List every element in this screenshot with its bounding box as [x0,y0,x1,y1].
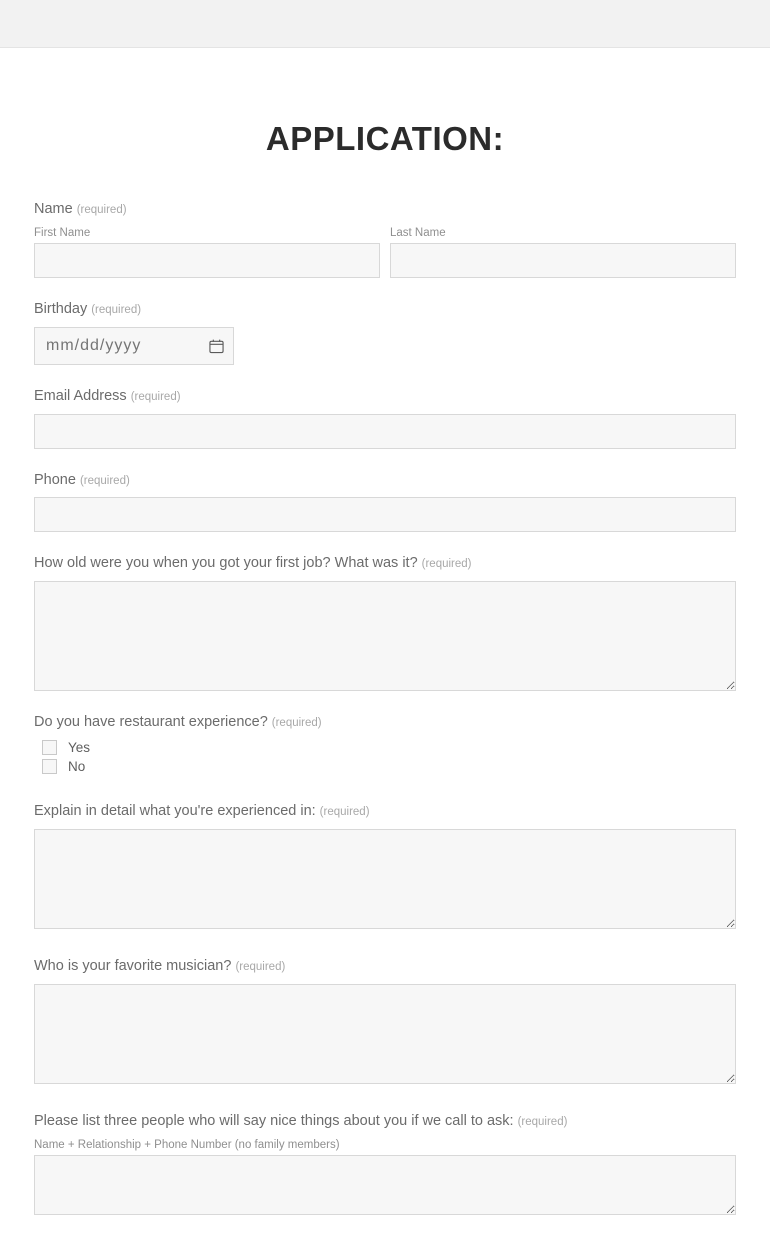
application-form [0,120,770,1215]
field-references [34,1112,736,1215]
last-name-input[interactable] [390,243,736,278]
checkbox-no-icon[interactable] [42,759,57,774]
field-favorite-musician-label [34,957,736,976]
field-references-label [34,1112,736,1131]
field-birthday-label-text: Birthday [34,300,88,317]
field-experience-detail-label [34,802,736,821]
birthday-input-wrap [34,327,234,365]
field-email-label-text: Email Address [34,387,127,404]
field-name-required: (required) [76,204,127,216]
field-phone [34,471,736,533]
browser-top-bar [0,0,770,48]
first-name-input[interactable] [34,243,380,278]
birthday-input[interactable] [34,327,234,365]
email-input[interactable] [34,414,736,449]
field-first-job-required: (required) [421,558,472,571]
experience-detail-textarea[interactable] [34,829,736,929]
field-experience-detail-required: (required) [319,806,370,819]
checkbox-yes-icon[interactable] [42,740,57,755]
checkbox-yes-label: Yes [68,740,91,756]
checkbox-option-no[interactable] [42,759,736,774]
field-experience-detail [34,802,736,929]
field-email [34,387,736,449]
field-name [34,200,736,278]
field-name-label [34,200,736,219]
checkbox-no-label: No [68,759,86,775]
field-restaurant-experience [34,713,736,774]
phone-input[interactable] [34,497,736,532]
field-phone-label [34,471,736,490]
field-birthday-label [34,300,736,319]
field-favorite-musician-label-text: Who is your favorite musician? [34,957,232,974]
first-job-textarea[interactable] [34,581,736,691]
last-name-label: Last Name [390,226,446,239]
references-textarea[interactable] [34,1155,736,1215]
field-experience-detail-label-text: Explain in detail what you're experienced in: [34,803,316,820]
field-email-required: (required) [130,390,181,403]
field-phone-label-text: Phone [34,471,76,488]
first-name-group [34,227,380,278]
name-row [34,227,736,278]
field-references-label-text: Please list three people who will say nice things about you if we call to ask: [34,1112,514,1129]
field-first-job-label-text: How old were you when you got your first job? What was it? [34,555,418,572]
references-sub-label: Name + Relationship + Phone Number (no family members) [34,1138,340,1151]
field-phone-required: (required) [79,474,130,487]
first-name-label: First Name [34,226,91,239]
field-first-job-label [34,554,736,573]
field-restaurant-experience-required: (required) [271,717,322,730]
field-name-label-text: Name [34,201,73,217]
favorite-musician-textarea[interactable] [34,984,736,1084]
last-name-group [390,227,736,278]
field-first-job [34,554,736,691]
field-restaurant-experience-label [34,713,736,732]
field-restaurant-experience-label-text: Do you have restaurant experience? [34,714,268,731]
field-references-required: (required) [517,1115,568,1128]
checkbox-option-yes[interactable] [42,740,736,755]
page-title: APPLICATION: [265,120,505,157]
field-favorite-musician-required: (required) [235,960,286,973]
field-favorite-musician [34,957,736,1084]
field-birthday-required: (required) [91,303,142,316]
field-email-label [34,387,736,406]
field-birthday [34,300,736,365]
